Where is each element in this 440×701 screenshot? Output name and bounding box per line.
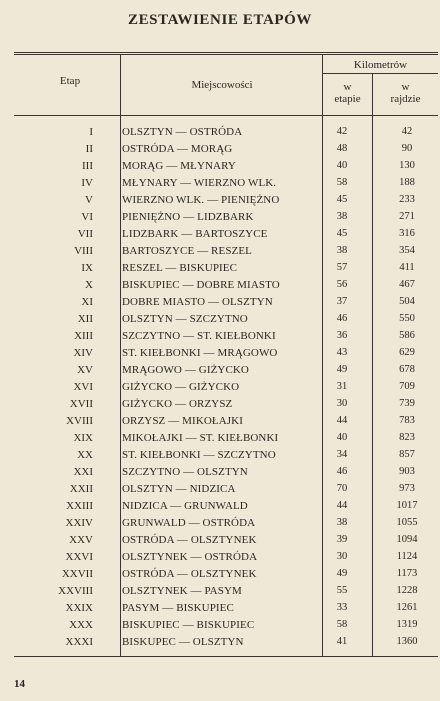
stage-places: ST. KIEŁBONKI — SZCZYTNO bbox=[122, 449, 276, 462]
km-in-stage: 56 bbox=[336, 279, 348, 291]
table-row bbox=[0, 532, 440, 549]
km-in-stage: 30 bbox=[336, 551, 348, 563]
table-top-rule-double bbox=[14, 54, 438, 55]
stage-places: SZCZYTNO — ST. KIEŁBONKI bbox=[122, 330, 276, 343]
stage-places: OSTRÓDA — MORĄG bbox=[122, 143, 233, 156]
stage-places: OLSZTYNEK — PASYM bbox=[122, 585, 242, 598]
stage-places: PIENIĘŻNO — LIDZBARK bbox=[122, 211, 254, 224]
km-in-rally: 739 bbox=[399, 398, 415, 410]
stage-places: OSTRÓDA — OLSZTYNEK bbox=[122, 534, 257, 547]
table-row bbox=[0, 498, 440, 515]
stage-places: BARTOSZYCE — RESZEL bbox=[122, 245, 252, 258]
stage-number: XXIII bbox=[66, 500, 93, 513]
stage-places: MRĄGOWO — GIŻYCKO bbox=[122, 364, 249, 377]
stage-places: WIERZNO WLK. — PIENIĘŻNO bbox=[122, 194, 280, 207]
km-in-stage: 57 bbox=[336, 262, 348, 274]
stage-number: XXVIII bbox=[58, 585, 93, 598]
page-number: 14 bbox=[14, 678, 25, 690]
header-w-etapie: w etapie bbox=[334, 81, 361, 105]
km-in-stage: 49 bbox=[336, 364, 348, 376]
km-in-rally: 354 bbox=[399, 245, 415, 257]
table-row bbox=[0, 226, 440, 243]
stage-number: XXX bbox=[69, 619, 93, 632]
km-in-stage: 36 bbox=[336, 330, 348, 342]
km-in-stage: 70 bbox=[336, 483, 348, 495]
stage-places: BISKUPIEC — DOBRE MIASTO bbox=[122, 279, 280, 292]
km-in-rally: 316 bbox=[399, 228, 415, 240]
stage-number: XXVI bbox=[65, 551, 93, 564]
km-in-rally: 678 bbox=[399, 364, 415, 376]
stage-places: PASYM — BISKUPIEC bbox=[122, 602, 234, 615]
stage-number: X bbox=[85, 279, 93, 292]
header-w-rajdzie: w rajdzie bbox=[390, 81, 421, 105]
km-in-rally: 1017 bbox=[396, 500, 418, 512]
km-in-rally: 1360 bbox=[396, 636, 418, 648]
stage-number: I bbox=[89, 126, 93, 138]
stage-number: XXII bbox=[69, 483, 93, 496]
km-in-stage: 44 bbox=[336, 500, 348, 512]
km-in-stage: 45 bbox=[336, 194, 348, 206]
header-kilometrow: Kilometrów bbox=[353, 59, 408, 71]
table-row bbox=[0, 430, 440, 447]
stage-places: GIŻYCKO — GIŻYCKO bbox=[122, 381, 240, 394]
stage-places: OLSZTYN — SZCZYTNO bbox=[122, 313, 248, 326]
table-row bbox=[0, 566, 440, 583]
km-in-stage: 49 bbox=[336, 568, 348, 580]
km-in-stage: 45 bbox=[336, 228, 348, 240]
stage-number: VI bbox=[81, 211, 93, 224]
table-row bbox=[0, 362, 440, 379]
km-in-rally: 1319 bbox=[396, 619, 418, 631]
stage-number: XX bbox=[77, 449, 93, 462]
stage-number: IX bbox=[81, 262, 93, 275]
table-row bbox=[0, 481, 440, 498]
stage-places: MŁYNARY — WIERZNO WLK. bbox=[122, 177, 277, 190]
km-in-rally: 1173 bbox=[396, 568, 418, 580]
km-in-rally: 411 bbox=[399, 262, 415, 274]
km-in-rally: 130 bbox=[399, 160, 415, 172]
km-in-stage: 30 bbox=[336, 398, 348, 410]
stage-number: XVI bbox=[73, 381, 93, 394]
km-in-rally: 586 bbox=[399, 330, 415, 342]
table-top-rule bbox=[14, 52, 438, 53]
table-row bbox=[0, 600, 440, 617]
stage-number: XVII bbox=[69, 398, 93, 411]
stage-places: LIDZBARK — BARTOSZYCE bbox=[122, 228, 268, 241]
table-bottom-rule bbox=[14, 656, 438, 657]
stages-table-body bbox=[0, 124, 440, 651]
km-in-rally: 90 bbox=[401, 143, 413, 155]
stage-places: NIDZICA — GRUNWALD bbox=[122, 500, 248, 513]
stage-number: XIX bbox=[73, 432, 93, 445]
stage-number: XI bbox=[81, 296, 93, 309]
stage-number: XXI bbox=[73, 466, 93, 479]
km-in-rally: 1055 bbox=[396, 517, 418, 529]
km-in-stage: 38 bbox=[336, 245, 348, 257]
table-row bbox=[0, 583, 440, 600]
km-in-stage: 43 bbox=[336, 347, 348, 359]
stage-places: GRUNWALD — OSTRÓDA bbox=[122, 517, 256, 530]
stage-number: V bbox=[85, 194, 93, 207]
table-row bbox=[0, 549, 440, 566]
table-row bbox=[0, 175, 440, 192]
stage-number: XXXI bbox=[65, 636, 93, 649]
km-in-stage: 44 bbox=[336, 415, 348, 427]
table-row bbox=[0, 141, 440, 158]
km-in-stage: 46 bbox=[336, 313, 348, 325]
km-in-rally: 1094 bbox=[396, 534, 418, 546]
stage-number: XXIV bbox=[65, 517, 93, 530]
km-in-stage: 39 bbox=[336, 534, 348, 546]
stage-number: VII bbox=[77, 228, 93, 241]
stage-number: XXIX bbox=[65, 602, 93, 615]
km-in-stage: 46 bbox=[336, 466, 348, 478]
km-in-stage: 58 bbox=[336, 177, 348, 189]
stage-places: ST. KIEŁBONKI — MRĄGOWO bbox=[122, 347, 278, 360]
stage-number: XXVII bbox=[61, 568, 93, 581]
stage-places: BISKUPEC — OLSZTYN bbox=[122, 636, 244, 649]
km-in-stage: 40 bbox=[336, 432, 348, 444]
km-in-rally: 783 bbox=[399, 415, 415, 427]
stage-number: XXV bbox=[69, 534, 93, 547]
table-row bbox=[0, 294, 440, 311]
stage-places: MORĄG — MŁYNARY bbox=[122, 160, 236, 173]
km-in-rally: 1261 bbox=[396, 602, 418, 614]
km-in-stage: 37 bbox=[336, 296, 348, 308]
stage-number: IV bbox=[81, 177, 93, 190]
stage-places: ORZYSZ — MIKOŁAJKI bbox=[122, 415, 243, 428]
km-in-rally: 629 bbox=[399, 347, 415, 359]
header-bottom-rule bbox=[14, 115, 438, 116]
km-in-rally: 467 bbox=[399, 279, 415, 291]
km-in-stage: 31 bbox=[336, 381, 348, 393]
stage-places: MIKOŁAJKI — ST. KIEŁBONKI bbox=[122, 432, 279, 445]
table-row bbox=[0, 345, 440, 362]
table-row bbox=[0, 447, 440, 464]
kilometrow-underline bbox=[323, 73, 438, 74]
km-in-stage: 58 bbox=[336, 619, 348, 631]
km-in-rally: 550 bbox=[399, 313, 415, 325]
stage-places: OLSZTYN — NIDZICA bbox=[122, 483, 236, 496]
table-row bbox=[0, 617, 440, 634]
km-in-stage: 42 bbox=[336, 126, 348, 137]
stage-places: BISKUPIEC — BISKUPIEC bbox=[122, 619, 255, 632]
stage-number: II bbox=[85, 143, 93, 156]
km-in-rally: 973 bbox=[399, 483, 415, 495]
table-row bbox=[0, 260, 440, 277]
km-in-rally: 271 bbox=[399, 211, 415, 223]
km-in-rally: 903 bbox=[399, 466, 415, 478]
table-row bbox=[0, 124, 440, 141]
stage-places: DOBRE MIASTO — OLSZTYN bbox=[122, 296, 273, 309]
page-title: ZESTAWIENIE ETAPÓW bbox=[127, 12, 313, 28]
km-in-stage: 41 bbox=[336, 636, 348, 648]
stage-places: RESZEL — BISKUPIEC bbox=[122, 262, 238, 275]
stage-number: III bbox=[82, 160, 93, 173]
km-in-rally: 188 bbox=[399, 177, 415, 189]
table-row bbox=[0, 379, 440, 396]
km-in-stage: 33 bbox=[336, 602, 348, 614]
stage-number: XIII bbox=[74, 330, 93, 343]
table-row bbox=[0, 464, 440, 481]
km-in-rally: 504 bbox=[399, 296, 415, 308]
table-row bbox=[0, 396, 440, 413]
km-in-rally: 857 bbox=[399, 449, 415, 461]
header-miejscowosci: Miejscowości bbox=[191, 79, 253, 91]
km-in-rally: 823 bbox=[399, 432, 415, 444]
table-row bbox=[0, 192, 440, 209]
stage-places: GIŻYCKO — ORZYSZ bbox=[122, 398, 233, 411]
stage-places: OLSZTYN — OSTRÓDA bbox=[122, 126, 243, 138]
table-row bbox=[0, 515, 440, 532]
table-row bbox=[0, 311, 440, 328]
km-in-stage: 34 bbox=[336, 449, 348, 461]
km-in-rally: 42 bbox=[401, 126, 413, 137]
table-row bbox=[0, 277, 440, 294]
km-in-stage: 38 bbox=[336, 517, 348, 529]
km-in-rally: 233 bbox=[399, 194, 415, 206]
km-in-rally: 1228 bbox=[396, 585, 418, 597]
stage-places: OSTRÓDA — OLSZTYNEK bbox=[122, 568, 257, 581]
table-row bbox=[0, 243, 440, 260]
stage-places: SZCZYTNO — OLSZTYN bbox=[122, 466, 248, 479]
table-row bbox=[0, 209, 440, 226]
table-row bbox=[0, 328, 440, 345]
stage-number: XV bbox=[77, 364, 93, 377]
stage-number: XII bbox=[77, 313, 93, 326]
table-row bbox=[0, 634, 440, 651]
table-row bbox=[0, 158, 440, 175]
stage-number: XVIII bbox=[66, 415, 93, 428]
km-in-stage: 40 bbox=[336, 160, 348, 172]
header-etap: Etap bbox=[59, 75, 81, 87]
km-in-rally: 709 bbox=[399, 381, 415, 393]
table-row bbox=[0, 413, 440, 430]
km-in-stage: 38 bbox=[336, 211, 348, 223]
km-in-stage: 48 bbox=[336, 143, 348, 155]
stage-places: OLSZTYNEK — OSTRÓDA bbox=[122, 551, 258, 564]
km-in-rally: 1124 bbox=[396, 551, 418, 563]
km-in-stage: 55 bbox=[336, 585, 348, 597]
stage-number: VIII bbox=[74, 245, 93, 258]
stage-number: XIV bbox=[73, 347, 93, 360]
